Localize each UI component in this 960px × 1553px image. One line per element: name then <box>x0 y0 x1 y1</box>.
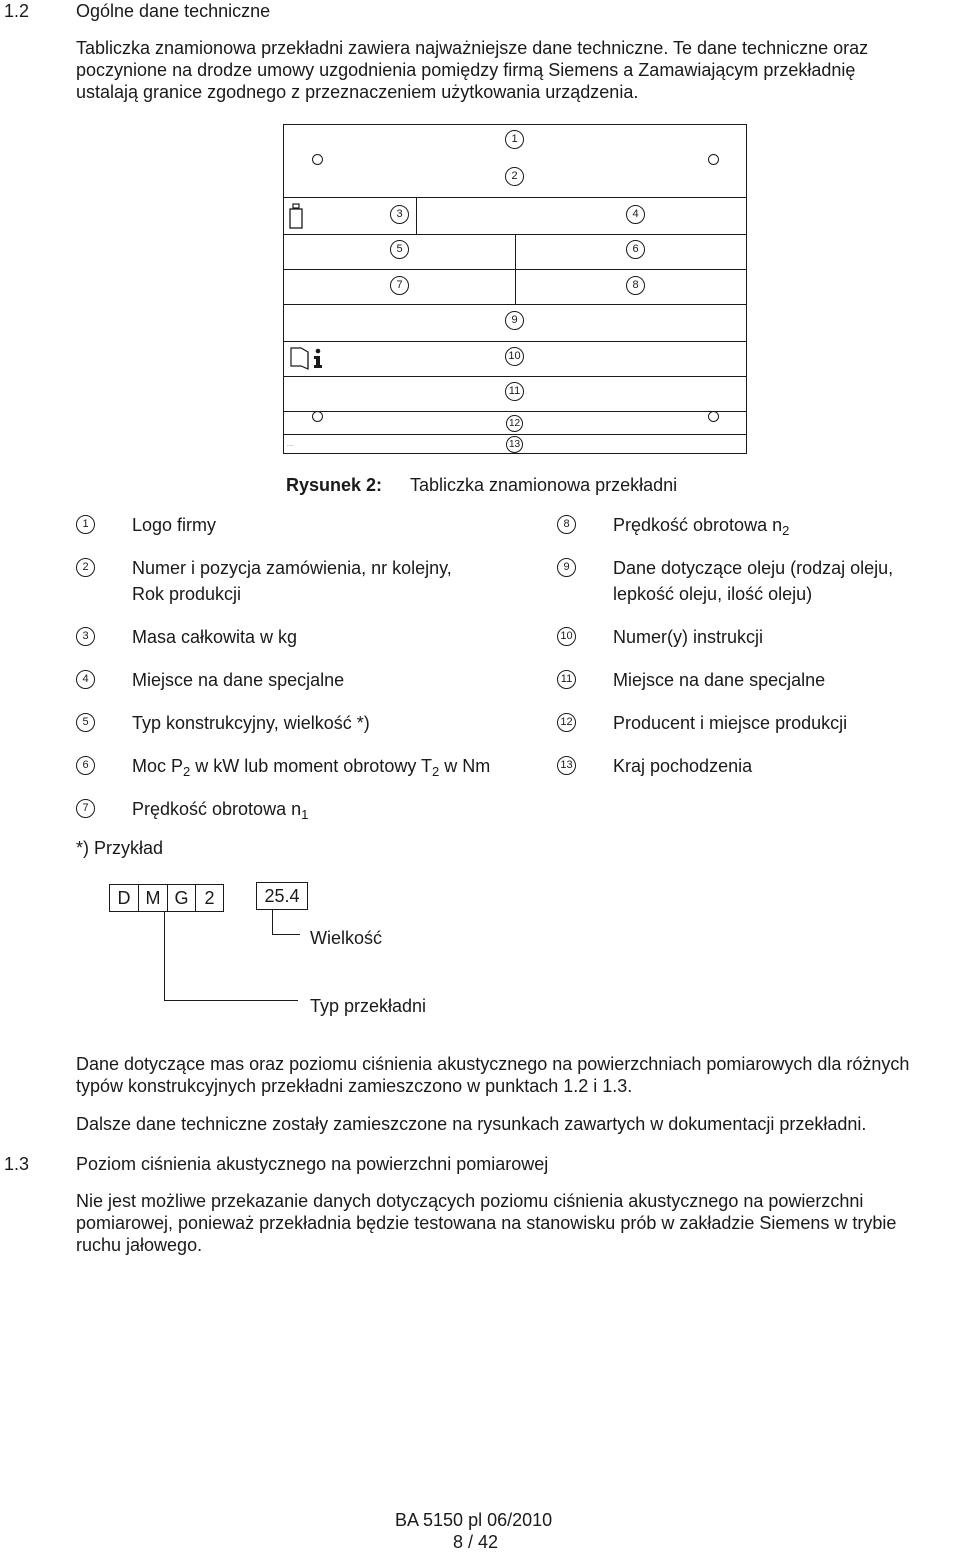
legend-text: Masa całkowita w kg <box>132 627 298 647</box>
legend-line: Dane dotyczące oleju (rodzaj oleju, <box>613 558 894 578</box>
legend-text-part: w Nm <box>439 756 491 776</box>
legend-text: Miejsce na dane specjalne <box>613 670 826 690</box>
mounting-hole <box>312 411 323 422</box>
plate-divider <box>284 376 746 377</box>
legend-marker: 10 <box>557 627 576 646</box>
legend-text-part: Moc P <box>132 756 184 776</box>
subscript: 2 <box>183 764 191 779</box>
marker-2: 2 <box>505 167 524 186</box>
legend-line: Numer i pozycja zamówienia, nr kolejny, <box>132 558 452 578</box>
nameplate-diagram <box>283 124 747 454</box>
legend-text <box>132 557 452 605</box>
marker-4: 4 <box>626 205 645 224</box>
legend-marker: 4 <box>76 670 95 689</box>
connector-line <box>272 934 300 935</box>
size-box <box>256 882 308 910</box>
type-code-box <box>109 884 224 912</box>
marker-10: 10 <box>505 347 524 366</box>
subscript: 2 <box>432 764 440 779</box>
legend-marker: 2 <box>76 558 95 577</box>
paragraph-line: pomiarowej, ponieważ przekładnia będzie testowana na stanowisku prób w zakładzie Siemens w trybie <box>76 1213 897 1233</box>
info-book-icon <box>289 345 327 371</box>
legend-marker: 11 <box>557 670 576 689</box>
marker-9: 9 <box>505 311 524 330</box>
marker-11: 11 <box>505 382 524 401</box>
noise-paragraph <box>76 1190 960 1256</box>
legend-text <box>613 557 893 605</box>
legend-text-part: w kW lub moment obrotowy T <box>190 756 432 776</box>
legend-text <box>613 514 789 536</box>
legend-marker: 3 <box>76 627 95 646</box>
connector-line <box>164 912 165 1000</box>
footer-doc-id: BA 5150 pl 06/2010 <box>395 1510 553 1530</box>
mounting-hole <box>708 411 719 422</box>
size-label: Wielkość <box>310 928 383 948</box>
example-title: *) Przykład <box>76 838 164 858</box>
plate-divider <box>284 341 746 342</box>
connector-line <box>272 910 273 934</box>
marker-8: 8 <box>626 276 645 295</box>
legend-marker: 6 <box>76 756 95 775</box>
plate-divider <box>284 304 746 305</box>
legend-text: Logo firmy <box>132 515 217 535</box>
connector-line <box>164 1000 298 1001</box>
size-value: 25.4 <box>264 886 300 906</box>
section-title: Ogólne dane techniczne <box>76 1 271 21</box>
legend-marker: 12 <box>557 713 576 732</box>
plate-dots: .... <box>287 442 294 448</box>
mounting-hole <box>708 154 719 165</box>
plate-column-divider <box>416 197 417 234</box>
intro-line: ustalają granice zgodnego z przeznaczeniem użytkowania urządzenia. <box>76 82 639 102</box>
subscript: 2 <box>782 523 790 538</box>
section-number: 1.3 <box>4 1154 30 1174</box>
marker-5: 5 <box>390 240 409 259</box>
marker-12: 12 <box>506 415 523 432</box>
subscript: 1 <box>301 807 309 822</box>
paragraph-line: ruchu jałowego. <box>76 1235 203 1255</box>
legend-text-part: Prędkość obrotowa n <box>132 799 302 819</box>
legend-marker: 13 <box>557 756 576 775</box>
further-paragraph: Dalsze dane techniczne zostały zamieszczone na rysunkach zawartych w dokumentacji przekładni. <box>76 1114 867 1134</box>
legend-text: Producent i miejsce produkcji <box>613 713 848 733</box>
legend-line: Rok produkcji <box>132 584 242 604</box>
legend-marker: 8 <box>557 515 576 534</box>
legend-text <box>132 798 308 820</box>
figure-caption-text: Tabliczka znamionowa przekładni <box>410 475 678 495</box>
legend-marker: 5 <box>76 713 95 732</box>
plate-divider <box>284 411 746 412</box>
legend-marker: 1 <box>76 515 95 534</box>
marker-3: 3 <box>390 205 409 224</box>
masses-paragraph <box>76 1053 960 1097</box>
weight-icon <box>288 203 304 229</box>
legend-marker: 7 <box>76 799 95 818</box>
intro-paragraph <box>76 37 960 103</box>
type-letter: D <box>117 888 131 908</box>
plate-divider <box>284 434 746 435</box>
type-letter: G <box>174 888 189 908</box>
marker-7: 7 <box>390 276 409 295</box>
paragraph-line: typów konstrukcyjnych przekładni zamieszczono w punktach 1.2 i 1.3. <box>76 1076 633 1096</box>
legend-text-part: Prędkość obrotowa n <box>613 515 783 535</box>
legend-line: lepkość oleju, ilość oleju) <box>613 584 813 604</box>
legend-text: Numer(y) instrukcji <box>613 627 764 647</box>
intro-line: Tabliczka znamionowa przekładni zawiera najważniejsze dane techniczne. Te dane techniczne oraz <box>76 38 869 58</box>
legend-marker: 9 <box>557 558 576 577</box>
marker-13: 13 <box>506 436 523 453</box>
section-title: Poziom ciśnienia akustycznego na powierzchni pomiarowej <box>76 1154 549 1174</box>
mounting-hole <box>312 154 323 165</box>
figure-caption-label: Rysunek 2: <box>286 475 383 495</box>
plate-divider <box>284 197 746 198</box>
type-letter: M <box>145 888 161 908</box>
marker-1: 1 <box>505 130 524 149</box>
footer-page-number: 8 / 42 <box>453 1532 499 1552</box>
type-label: Typ przekładni <box>310 996 427 1016</box>
paragraph-line: Dane dotyczące mas oraz poziomu ciśnienia akustycznego na powierzchniach pomiarowych dla różnych <box>76 1054 910 1074</box>
intro-line: poczynione na drodze umowy uzgodnienia pomiędzy firmą Siemens a Zamawiającym przekładnię <box>76 60 856 80</box>
legend-text: Miejsce na dane specjalne <box>132 670 345 690</box>
type-letter: 2 <box>204 888 215 908</box>
marker-6: 6 <box>626 240 645 259</box>
section-number: 1.2 <box>4 1 30 21</box>
legend-text: Kraj pochodzenia <box>613 756 753 776</box>
legend-text: Typ konstrukcyjny, wielkość *) <box>132 713 370 733</box>
paragraph-line: Nie jest możliwe przekazanie danych dotyczących poziomu ciśnienia akustycznego na powierzchni <box>76 1191 864 1211</box>
plate-column-divider <box>515 234 516 304</box>
legend-text <box>132 755 490 777</box>
